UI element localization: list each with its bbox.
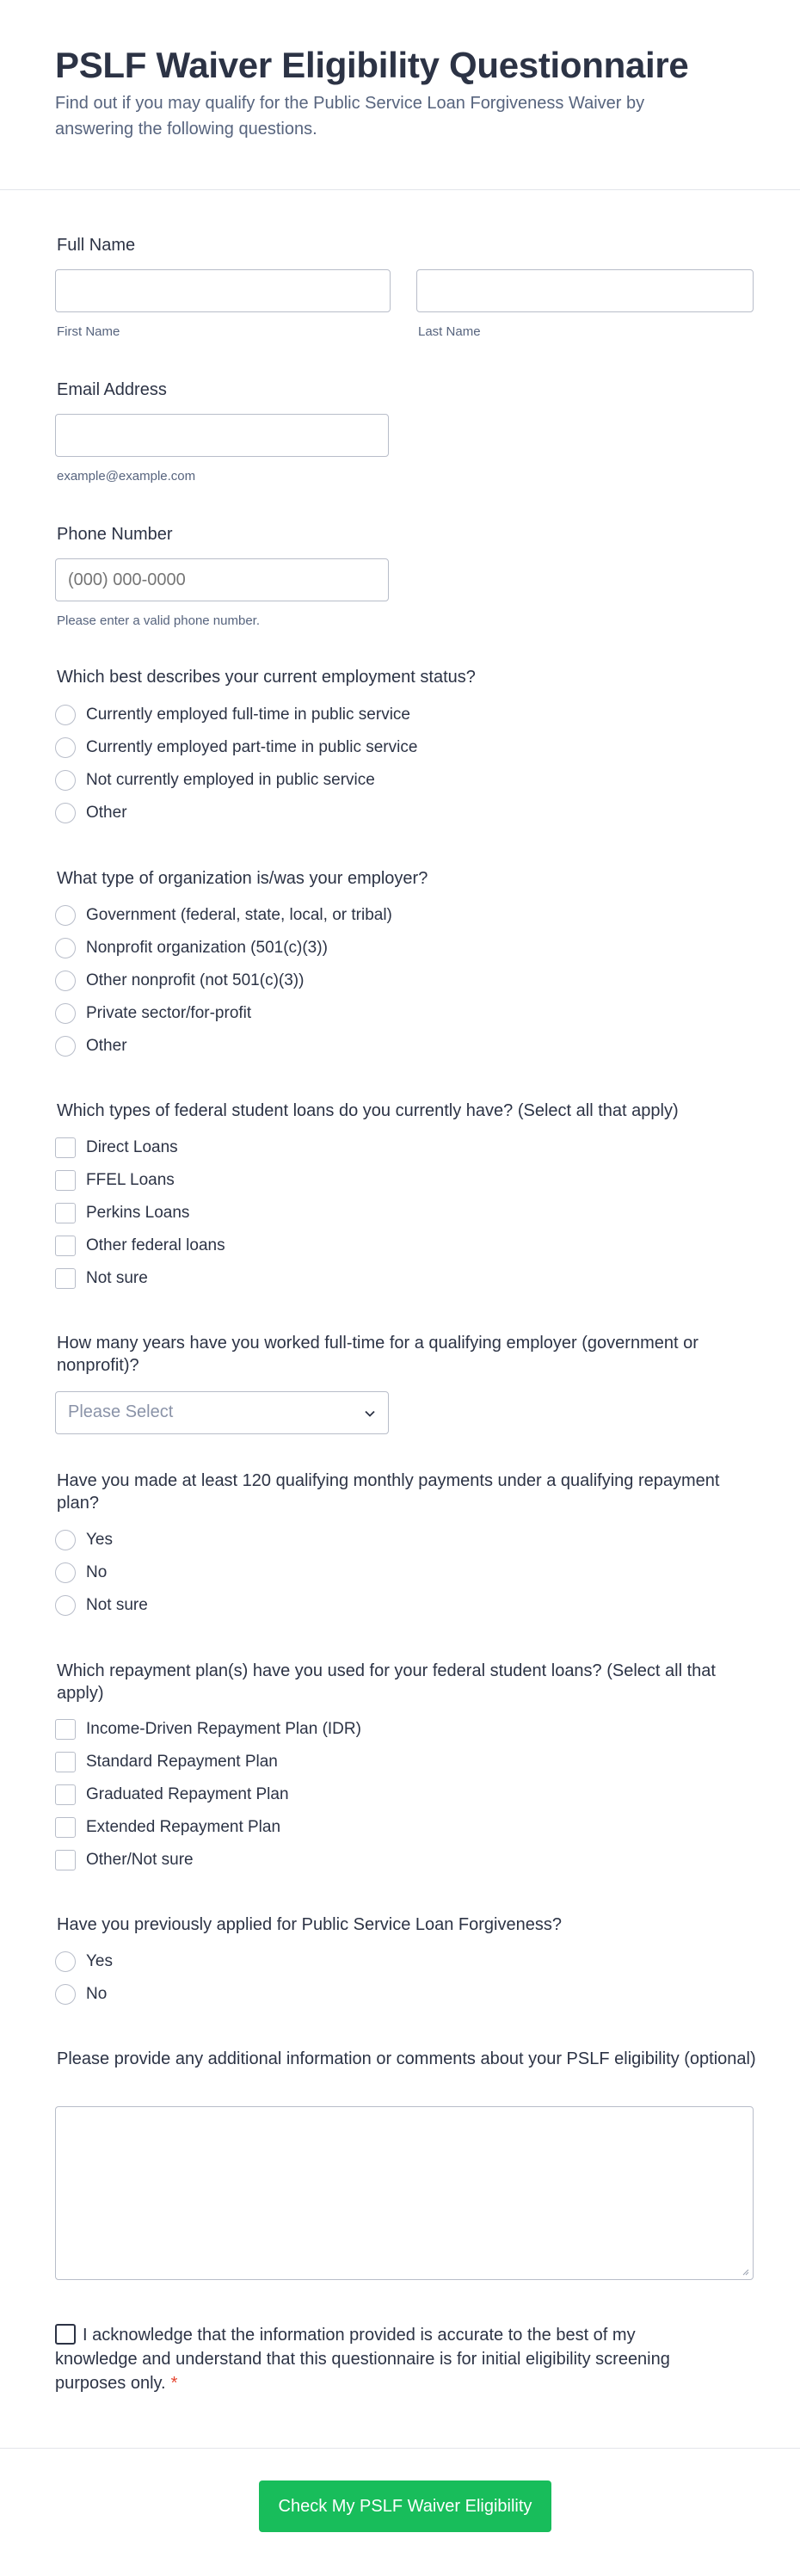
loan-option-other-federal[interactable] <box>55 1234 225 1258</box>
option-label: Nonprofit organization (501(c)(3)) <box>86 939 328 957</box>
checkbox[interactable] <box>55 1137 76 1158</box>
option-label: Not sure <box>86 1269 148 1287</box>
plan-option-standard[interactable] <box>55 1750 278 1774</box>
employment-status-label: Which best describes your current employment status? <box>57 668 476 687</box>
organization-option-nonprofit[interactable] <box>55 936 328 960</box>
phone-sublabel: Please enter a valid phone number. <box>57 613 260 628</box>
form-header <box>0 0 800 190</box>
dropdown-placeholder: Please Select <box>68 1402 174 1421</box>
checkbox[interactable] <box>55 1850 76 1870</box>
organization-option-private[interactable] <box>55 1001 251 1026</box>
last-name-sublabel: Last Name <box>418 324 481 339</box>
option-label: Other/Not sure <box>86 1851 194 1869</box>
email-input[interactable] <box>55 414 389 457</box>
previously-applied-label: Have you previously applied for Public Service Loan Forgiveness? <box>57 1915 562 1934</box>
phone-label: Phone Number <box>57 525 173 544</box>
option-label: Yes <box>86 1952 113 1970</box>
option-label: Perkins Loans <box>86 1204 190 1222</box>
phone-input[interactable] <box>55 558 389 601</box>
employment-option-not-employed[interactable] <box>55 768 375 792</box>
form-title: PSLF Waiver Eligibility Questionnaire <box>55 45 689 85</box>
option-label: No <box>86 1563 108 1581</box>
option-label: Other <box>86 1037 127 1055</box>
repayment-plans-label: Which repayment plan(s) have you used for your federal student loans? (Select all that apply) <box>57 1661 716 1703</box>
form-description: Find out if you may qualify for the Public Service Loan Forgiveness Waiver by answering the following questions. <box>55 94 645 139</box>
plan-option-extended[interactable] <box>55 1815 280 1840</box>
email-sublabel: example@example.com <box>57 469 196 484</box>
chevron-down-icon <box>364 1408 376 1420</box>
option-label: Not sure <box>86 1596 148 1614</box>
option-label: Government (federal, state, local, or tribal) <box>86 906 392 924</box>
loan-option-direct[interactable] <box>55 1136 178 1160</box>
payments-made-label: Have you made at least 120 qualifying monthly payments under a qualifying repayment plan? <box>57 1471 720 1513</box>
radio-button[interactable] <box>55 1595 76 1616</box>
option-label: Private sector/for-profit <box>86 1004 252 1022</box>
payments-option-not-sure[interactable] <box>55 1593 148 1618</box>
option-label: Currently employed part-time in public service <box>86 738 418 756</box>
first-name-sublabel: First Name <box>57 324 120 339</box>
radio-button[interactable] <box>55 737 76 758</box>
applied-option-yes[interactable] <box>55 1950 113 1974</box>
option-label: No <box>86 1985 108 2003</box>
payments-option-yes[interactable] <box>55 1528 113 1552</box>
checkbox[interactable] <box>55 1752 76 1772</box>
organization-option-other-nonprofit[interactable] <box>55 969 304 993</box>
option-label: Other nonprofit (not 501(c)(3)) <box>86 971 305 989</box>
radio-button[interactable] <box>55 770 76 791</box>
radio-button[interactable] <box>55 1530 76 1550</box>
radio-button[interactable] <box>55 1036 76 1057</box>
footer-divider <box>0 2448 800 2449</box>
radio-button[interactable] <box>55 705 76 725</box>
applied-option-no[interactable] <box>55 1982 107 2006</box>
option-label: Not currently employed in public service <box>86 771 375 789</box>
acknowledgement-text: I acknowledge that the information provided is accurate to the best of my knowledge and understand that this questionnaire is for initial eligibility screening purposes only. <box>55 2326 670 2393</box>
loan-option-perkins[interactable] <box>55 1201 189 1225</box>
checkbox[interactable] <box>55 1817 76 1838</box>
organization-option-other[interactable] <box>55 1034 127 1058</box>
last-name-input[interactable] <box>416 269 754 312</box>
radio-button[interactable] <box>55 1984 76 2005</box>
option-label: Yes <box>86 1531 113 1549</box>
employment-option-other[interactable] <box>55 801 127 825</box>
acknowledgement-checkbox[interactable] <box>55 2324 76 2345</box>
full-name-label: Full Name <box>57 236 136 255</box>
option-label: Other federal loans <box>86 1236 225 1254</box>
years-worked-dropdown[interactable] <box>55 1391 389 1434</box>
required-asterisk: * <box>170 2374 178 2393</box>
option-label: Extended Repayment Plan <box>86 1818 281 1836</box>
checkbox[interactable] <box>55 1719 76 1740</box>
plan-option-idr[interactable] <box>55 1717 361 1741</box>
radio-button[interactable] <box>55 971 76 991</box>
submit-button[interactable]: Check My PSLF Waiver Eligibility <box>259 2480 551 2532</box>
option-label: Other <box>86 804 127 822</box>
radio-button[interactable] <box>55 803 76 823</box>
option-label: Income-Driven Repayment Plan (IDR) <box>86 1720 361 1738</box>
option-label: Direct Loans <box>86 1138 178 1156</box>
loan-types-label: Which types of federal student loans do you currently have? (Select all that apply) <box>57 1101 679 1120</box>
checkbox[interactable] <box>55 1784 76 1805</box>
option-label: Graduated Repayment Plan <box>86 1785 289 1803</box>
radio-button[interactable] <box>55 1003 76 1024</box>
radio-button[interactable] <box>55 1951 76 1972</box>
checkbox[interactable] <box>55 1236 76 1256</box>
radio-button[interactable] <box>55 938 76 958</box>
resize-grip-icon[interactable] <box>741 2267 749 2276</box>
first-name-input[interactable] <box>55 269 391 312</box>
option-label: FFEL Loans <box>86 1171 175 1189</box>
option-label: Currently employed full-time in public service <box>86 706 410 724</box>
loan-option-not-sure[interactable] <box>55 1266 148 1291</box>
years-worked-label: How many years have you worked full-time for a qualifying employer (government or nonprofit)? <box>57 1334 698 1375</box>
option-label: Standard Repayment Plan <box>86 1753 278 1771</box>
organization-type-label: What type of organization is/was your employer? <box>57 869 428 888</box>
comments-label: Please provide any additional information or comments about your PSLF eligibility (optional) <box>57 2049 756 2068</box>
acknowledgement <box>55 2323 674 2395</box>
organization-option-government[interactable] <box>55 903 392 927</box>
checkbox[interactable] <box>55 1170 76 1191</box>
radio-button[interactable] <box>55 1562 76 1583</box>
plan-option-graduated[interactable] <box>55 1783 289 1807</box>
comments-textarea[interactable] <box>55 2106 754 2280</box>
plan-option-other[interactable] <box>55 1848 194 1872</box>
payments-option-no[interactable] <box>55 1561 107 1585</box>
email-label: Email Address <box>57 380 167 399</box>
employment-option-full-time[interactable] <box>55 703 410 727</box>
checkbox[interactable] <box>55 1268 76 1289</box>
employment-option-part-time[interactable] <box>55 736 417 760</box>
radio-button[interactable] <box>55 905 76 926</box>
checkbox[interactable] <box>55 1203 76 1223</box>
loan-option-ffel[interactable] <box>55 1168 175 1192</box>
